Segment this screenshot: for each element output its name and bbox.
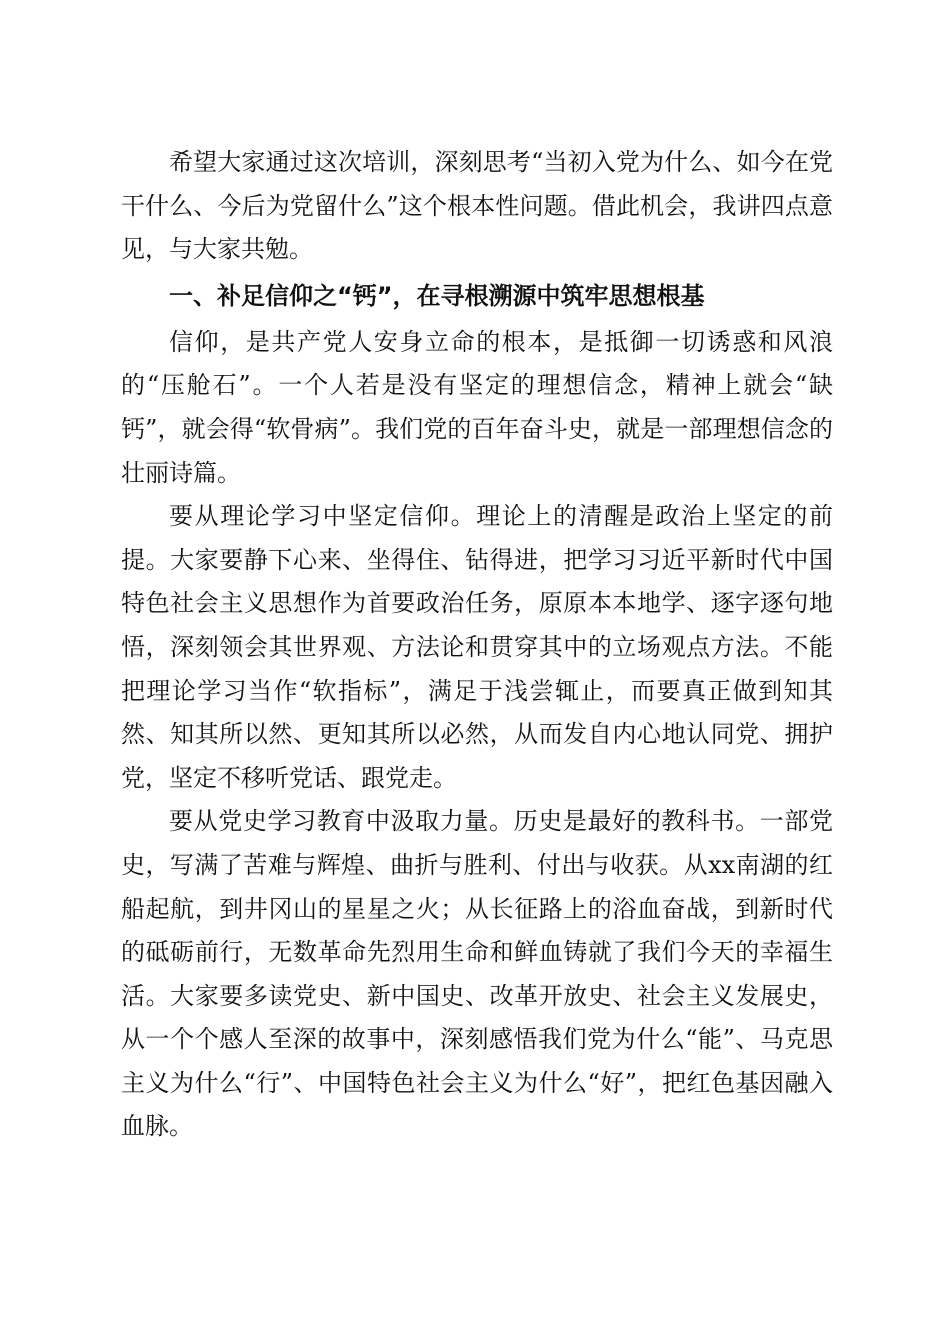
body-paragraph: 要从理论学习中坚定信仰。理论上的清醒是政治上坚定的前提。大家要静下心来、坐得住、钻得进，把学习习近平新时代中国特色社会主义思想作为首要政治任务，原原本本地学、逐字逐句地悟，深刻领会其世界观、方法论和贯穿其中的立场观点方法。不能把理论学习当作“软指标”，满足于浅尝辄止，而要真正做到知其然、知其所以然、更知其所以必然，从而发自内心地认同党、拥护党，坚定不移听党话、跟党走。	[121, 502, 833, 792]
section-heading: 一、补足信仰之“钙”，在寻根溯源中筑牢思想根基	[169, 281, 705, 310]
body-paragraph: 信仰，是共产党人安身立命的根本，是抵御一切诱惑和风浪的“压舱石”。一个人若是没有坚定的理想信念，精神上就会“缺钙”，就会得“软骨病”。我们党的百年奋斗史，就是一部理想信念的壮丽诗篇。	[121, 327, 833, 487]
document-body	[121, 141, 833, 1149]
intro-paragraph: 希望大家通过这次培训，深刻思考“当初入党为什么、如今在党干什么、今后为党留什么”这个根本性问题。借此机会，我讲四点意见，与大家共勉。	[121, 148, 833, 264]
body-paragraph: 要从党史学习教育中汲取力量。历史是最好的教科书。一部党史，写满了苦难与辉煌、曲折与胜利、付出与收获。从xx南湖的红船起航，到井冈山的星星之火；从长征路上的浴血奋战，到新时代的砥砺前行，无数革命先烈用生命和鲜血铸就了我们今天的幸福生活。大家要多读党史、新中国史、改革开放史、社会主义发展史，从一个个感人至深的故事中，深刻感悟我们党为什么“能”、马克思主义为什么“行”、中国特色社会主义为什么“好”，把红色基因融入血脉。	[121, 807, 833, 1141]
